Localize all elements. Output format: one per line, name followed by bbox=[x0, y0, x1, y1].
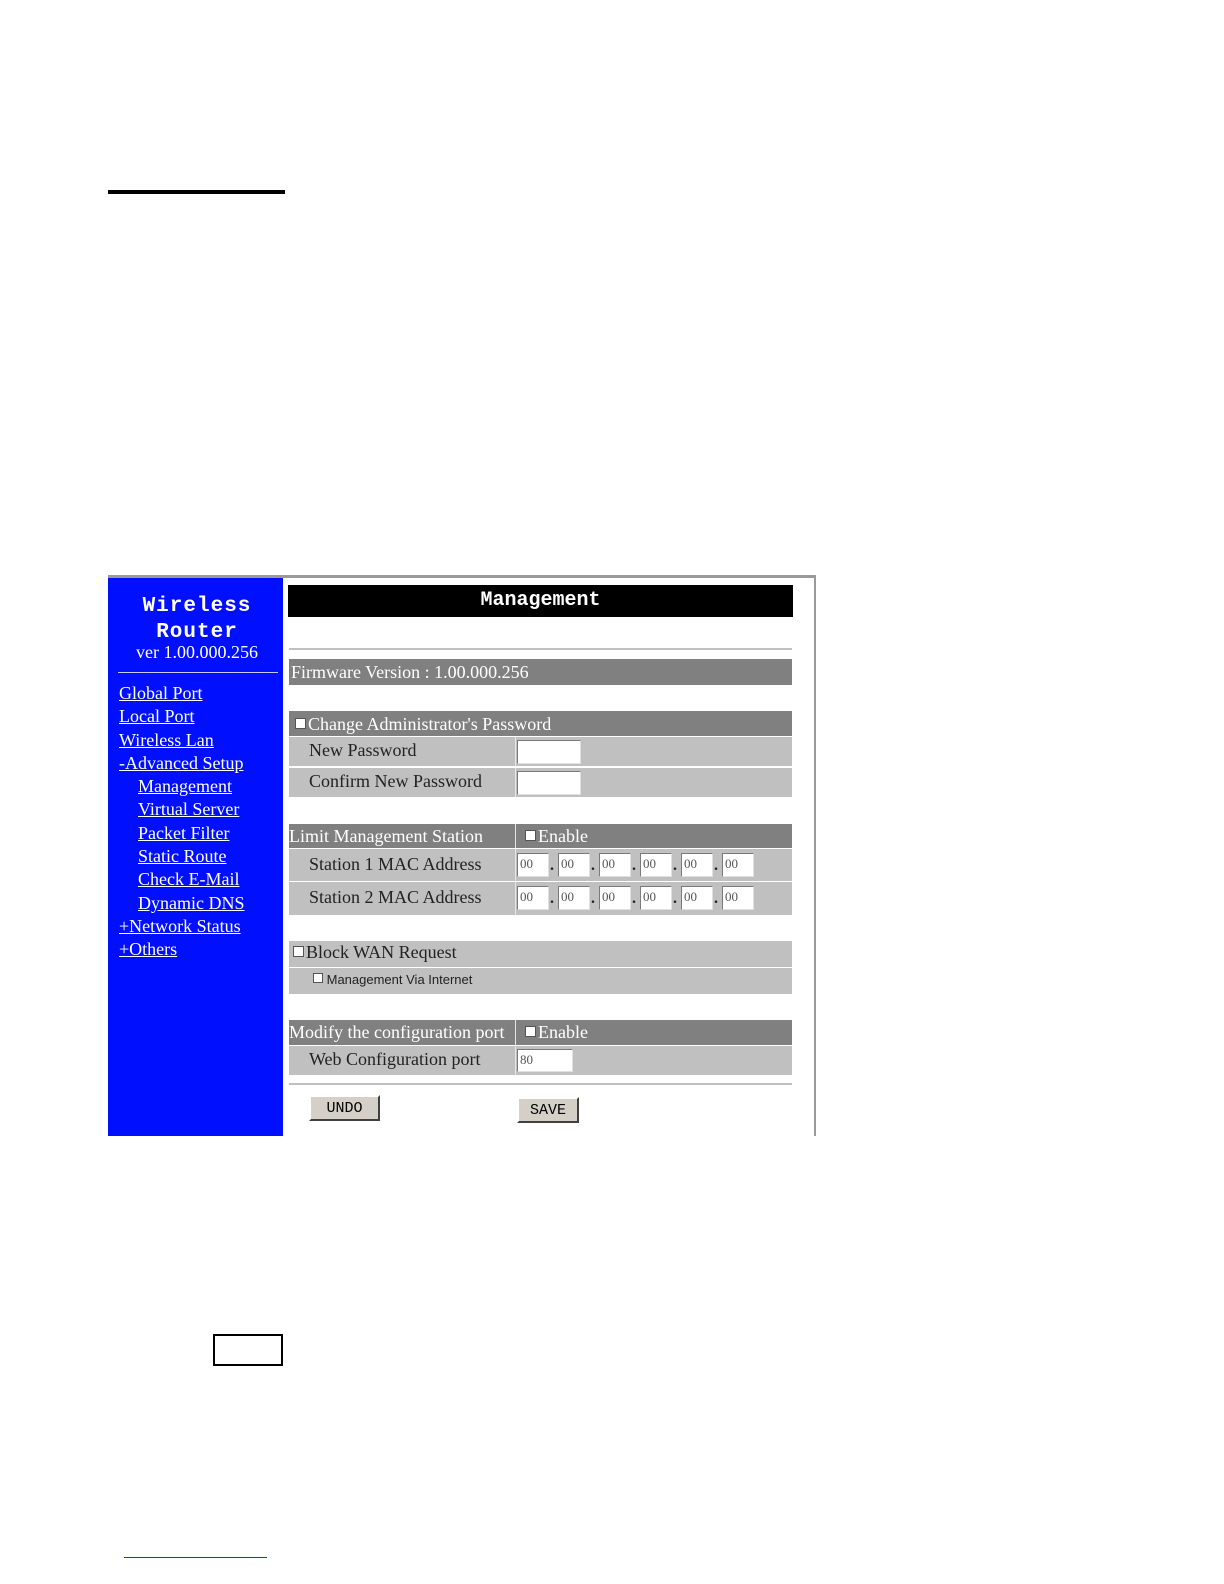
divider bbox=[289, 1083, 792, 1085]
station2-mac-octet[interactable]: 00 bbox=[599, 886, 631, 910]
sidebar-item-wireless-lan[interactable] bbox=[119, 729, 245, 752]
mac-separator: . bbox=[632, 890, 636, 907]
station2-mac-octet[interactable]: 00 bbox=[517, 886, 549, 910]
mac-separator: . bbox=[550, 857, 554, 874]
nav-link[interactable]: Packet Filter bbox=[138, 822, 230, 843]
via-internet-checkbox[interactable] bbox=[313, 973, 323, 983]
limit-station-header bbox=[289, 824, 792, 848]
limit-enable-checkbox[interactable] bbox=[525, 830, 536, 841]
mac-separator: . bbox=[632, 857, 636, 874]
sidebar-item-global-port[interactable] bbox=[119, 682, 245, 705]
new-password-field[interactable] bbox=[517, 740, 581, 764]
change-password-checkbox[interactable] bbox=[295, 718, 306, 729]
sidebar-item-advanced-setup[interactable] bbox=[119, 752, 245, 775]
sidebar-item-static-route[interactable] bbox=[119, 845, 245, 868]
row-divider bbox=[515, 849, 516, 881]
config-port-header bbox=[289, 1020, 792, 1045]
sidebar-item-check-email[interactable] bbox=[119, 868, 245, 891]
page-rule bbox=[108, 190, 285, 194]
station1-mac-octet[interactable]: 00 bbox=[640, 853, 672, 877]
row-divider bbox=[515, 1046, 516, 1075]
sidebar bbox=[108, 578, 283, 1136]
block-wan-row bbox=[289, 941, 792, 967]
mac-separator: . bbox=[550, 890, 554, 907]
divider bbox=[289, 648, 792, 650]
page-box bbox=[213, 1334, 283, 1366]
main-panel bbox=[283, 578, 814, 1136]
nav-link[interactable]: +Others bbox=[119, 939, 178, 960]
nav-link[interactable]: Check E-Mail bbox=[138, 869, 240, 890]
save-button[interactable]: SAVE bbox=[517, 1097, 579, 1123]
mac-separator: . bbox=[714, 857, 718, 874]
confirm-password-row bbox=[289, 768, 792, 797]
row-divider bbox=[515, 737, 516, 766]
config-port-label: Modify the configuration port bbox=[289, 1022, 505, 1042]
nav-link[interactable]: Static Route bbox=[138, 846, 227, 867]
station1-mac-octet[interactable]: 00 bbox=[722, 853, 754, 877]
mac-separator: . bbox=[673, 857, 677, 874]
sidebar-nav bbox=[119, 682, 245, 962]
confirm-password-field[interactable] bbox=[517, 771, 581, 795]
station1-label: Station 1 MAC Address bbox=[309, 854, 482, 874]
station1-mac-octet[interactable]: 00 bbox=[681, 853, 713, 877]
nav-link[interactable]: Management bbox=[138, 776, 232, 797]
sidebar-item-dynamic-dns[interactable] bbox=[119, 892, 245, 915]
via-internet-row bbox=[289, 968, 792, 994]
confirm-password-label: Confirm New Password bbox=[309, 771, 482, 791]
station2-mac-octet[interactable]: 00 bbox=[558, 886, 590, 910]
station2-row bbox=[289, 882, 792, 915]
station2-mac-octet[interactable]: 00 bbox=[681, 886, 713, 910]
station1-mac-octet[interactable]: 00 bbox=[599, 853, 631, 877]
web-config-label: Web Configuration port bbox=[309, 1049, 481, 1069]
row-divider bbox=[515, 882, 516, 915]
nav-link[interactable]: Virtual Server bbox=[138, 799, 240, 820]
station2-mac-octet[interactable]: 00 bbox=[640, 886, 672, 910]
via-internet-label: Management Via Internet bbox=[326, 972, 473, 987]
sidebar-item-virtual-server[interactable] bbox=[119, 798, 245, 821]
row-divider bbox=[515, 824, 516, 848]
station1-mac-octet[interactable]: 00 bbox=[517, 853, 549, 877]
nav-link[interactable]: Global Port bbox=[119, 683, 203, 703]
firmware-band: Firmware Version : 1.00.000.256 bbox=[289, 659, 792, 685]
block-wan-label: Block WAN Request bbox=[306, 942, 457, 962]
nav-link[interactable]: Local Port bbox=[119, 706, 195, 727]
limit-station-label: Limit Management Station bbox=[289, 826, 483, 846]
new-password-row bbox=[289, 737, 792, 766]
web-config-row bbox=[289, 1046, 792, 1075]
firmware-version-label: ver 1.00.000.256 bbox=[136, 642, 258, 662]
sidebar-item-others[interactable] bbox=[119, 938, 245, 961]
nav-link[interactable]: +Network Status bbox=[119, 915, 241, 936]
page-title: Management bbox=[288, 585, 793, 617]
mac-separator: . bbox=[714, 890, 718, 907]
station1-row bbox=[289, 849, 792, 881]
mac-separator: . bbox=[673, 890, 677, 907]
new-password-label: New Password bbox=[309, 740, 417, 760]
mac-separator: . bbox=[591, 857, 595, 874]
config-enable-label: Enable bbox=[538, 1022, 588, 1042]
mac-separator: . bbox=[591, 890, 595, 907]
sidebar-item-packet-filter[interactable] bbox=[119, 822, 245, 845]
page-link-underline bbox=[124, 1557, 267, 1558]
password-header bbox=[289, 711, 792, 736]
row-divider bbox=[515, 768, 516, 797]
config-enable-checkbox[interactable] bbox=[525, 1026, 536, 1037]
nav-link[interactable]: Dynamic DNS bbox=[138, 892, 245, 913]
row-divider bbox=[515, 1020, 516, 1045]
limit-enable-label: Enable bbox=[538, 826, 588, 846]
sidebar-item-management[interactable] bbox=[119, 775, 245, 798]
undo-button[interactable]: UNDO bbox=[309, 1095, 380, 1121]
station2-label: Station 2 MAC Address bbox=[309, 887, 482, 907]
station1-mac-octet[interactable]: 00 bbox=[558, 853, 590, 877]
sidebar-item-network-status[interactable] bbox=[119, 915, 245, 938]
password-header-label: Change Administrator's Password bbox=[308, 714, 552, 734]
block-wan-checkbox[interactable] bbox=[293, 946, 304, 957]
brand-title: Wireless Router bbox=[142, 595, 252, 644]
web-config-port-field[interactable]: 80 bbox=[517, 1049, 573, 1072]
nav-link[interactable]: -Advanced Setup bbox=[119, 752, 244, 773]
nav-link[interactable]: Wireless Lan bbox=[119, 729, 214, 750]
router-screenshot bbox=[108, 575, 816, 1136]
sidebar-divider bbox=[118, 672, 278, 673]
station2-mac-octet[interactable]: 00 bbox=[722, 886, 754, 910]
sidebar-item-local-port[interactable] bbox=[119, 705, 245, 728]
